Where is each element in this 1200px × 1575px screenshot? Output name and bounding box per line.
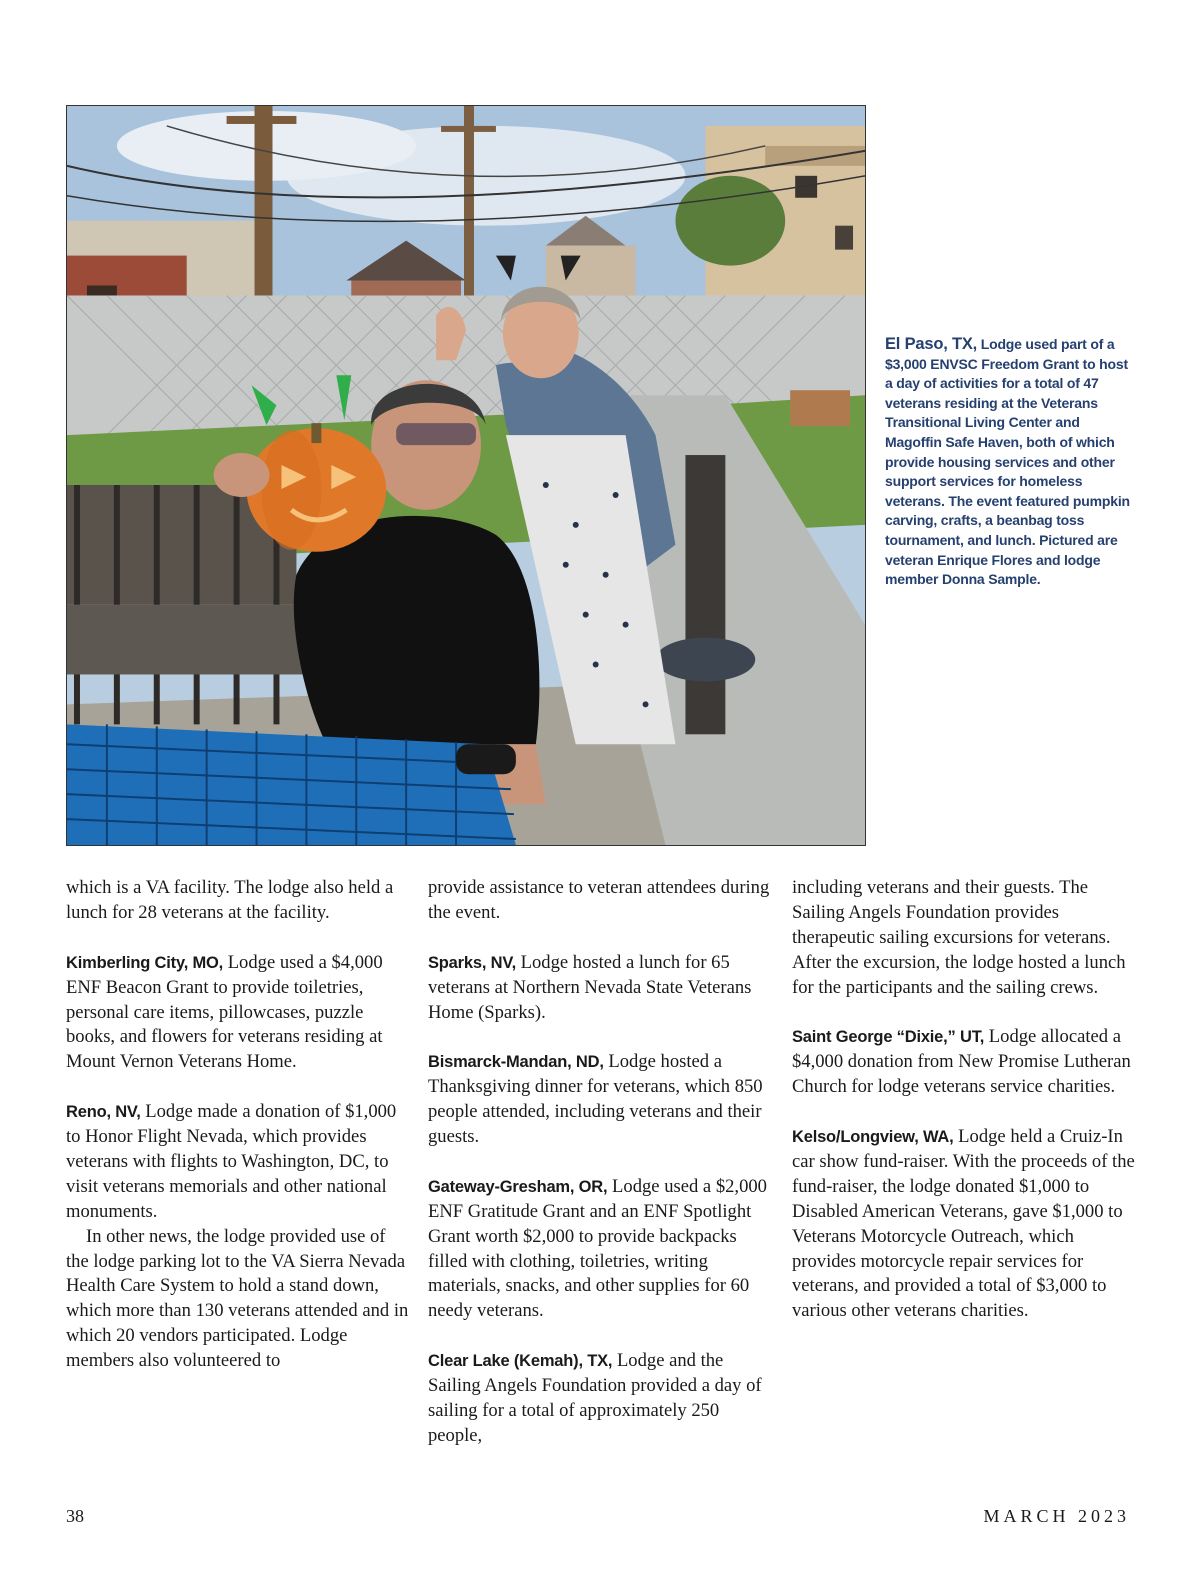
caption-lead: El Paso, TX,: [885, 335, 978, 353]
article-column-3: [792, 876, 1137, 1324]
col1-paragraph-1: which is a VA facility. The lodge also held a lunch for 28 veterans at the facility.: [66, 877, 394, 923]
col1-kimberling-paragraph: [66, 951, 411, 1076]
col2-sparks-paragraph: [428, 951, 773, 1026]
col2-bismarck-paragraph: [428, 1050, 773, 1150]
col2-paragraph-1: provide assistance to veteran attendees during the event.: [428, 877, 770, 923]
st-george-text: Lodge allocated a $4,000 donation from New Promise Lutheran Church for lodge veterans service charities.: [792, 1026, 1131, 1098]
bismarck-lead: Bismarck-Mandan, ND,: [428, 1053, 604, 1072]
col1-reno-more: In other news, the lodge provided use of the lodge parking lot to the VA Sierra Nevada Health Care System to hold a stand down, which more than 130 veterans attended and in which 20 vendors participated. Lodge members also volunteered to: [66, 1225, 409, 1372]
clear-lake-text: Lodge and the Sailing Angels Foundation provided a day of sailing for a total of approximately 250 people,: [428, 1350, 762, 1446]
photo-el-paso-pumpkin: [66, 105, 866, 846]
article-column-1: [66, 876, 411, 1374]
reno-lead: Reno, NV,: [66, 1103, 141, 1122]
caption-text: Lodge used part of a $3,000 ENVSC Freedom Grant to host a day of activities for a total of 47 veterans residing at the Veterans Transitional Living Center and Magoffin Safe Haven, both of which provide housing services and other support services for homeless veterans. The event featured pumpkin carving, crafts, a beanbag toss tournament, and lunch. Pictured are veteran Enrique Flores and lodge member Donna Sample.: [885, 336, 1130, 588]
kimberling-lead: Kimberling City, MO,: [66, 953, 224, 972]
kelso-lead: Kelso/Longview, WA,: [792, 1128, 954, 1147]
article-column-2: [428, 876, 773, 1449]
reno-text: Lodge made a donation of $1,000 to Honor Flight Nevada, which provides veterans with flights to Washington, DC, to visit veterans memorials and other national monuments.: [66, 1101, 397, 1222]
photo-caption: [885, 335, 1135, 590]
col2-gateway-paragraph: [428, 1175, 773, 1324]
col3-kelso-paragraph: [792, 1125, 1137, 1324]
gateway-text: Lodge used a $2,000 ENF Gratitude Grant and an ENF Spotlight Grant worth $2,000 to provide backpacks filled with clothing, toiletries, writing materials, snacks, and other supplies for 60 needy veterans.: [428, 1175, 767, 1322]
sparks-text: Lodge hosted a lunch for 65 veterans at Northern Nevada State Veterans Home (Sparks).: [428, 951, 752, 1023]
gateway-lead: Gateway-Gresham, OR,: [428, 1177, 608, 1196]
col3-paragraph-1: including veterans and their guests. The Sailing Angels Foundation provides therapeutic sailing excursions for veterans. After the excursion, the lodge hosted a lunch for the participants and the sailing crews.: [792, 877, 1126, 998]
kelso-text: Lodge held a Cruiz-In car show fund-raiser. With the proceeds of the fund-raiser, the lodge donated $1,000 to Disabled American Veterans, gave $1,000 to Veterans Motorcycle Outreach, which provides motorcycle repair services for veterans, and provided a total of $3,000 to various other veterans charities.: [792, 1126, 1135, 1322]
sparks-lead: Sparks, NV,: [428, 953, 516, 972]
issue-date: MARCH 2023: [983, 1506, 1130, 1526]
bismarck-text: Lodge hosted a Thanksgiving dinner for veterans, which 850 people attended, including veterans and their guests.: [428, 1051, 763, 1148]
page-number: 38: [66, 1506, 84, 1526]
st-george-lead: Saint George “Dixie,” UT,: [792, 1028, 985, 1047]
photo-illustration: [67, 106, 865, 845]
col2-clear-lake-paragraph: [428, 1349, 773, 1449]
col3-st-george-paragraph: [792, 1025, 1137, 1100]
col1-reno-paragraph: [66, 1100, 411, 1225]
kimberling-text: Lodge used a $4,000 ENF Beacon Grant to provide toiletries, personal care items, pillowcases, puzzle books, and flowers for veterans residing at Mount Vernon Veterans Home.: [66, 951, 383, 1073]
clear-lake-lead: Clear Lake (Kemah), TX,: [428, 1352, 613, 1371]
